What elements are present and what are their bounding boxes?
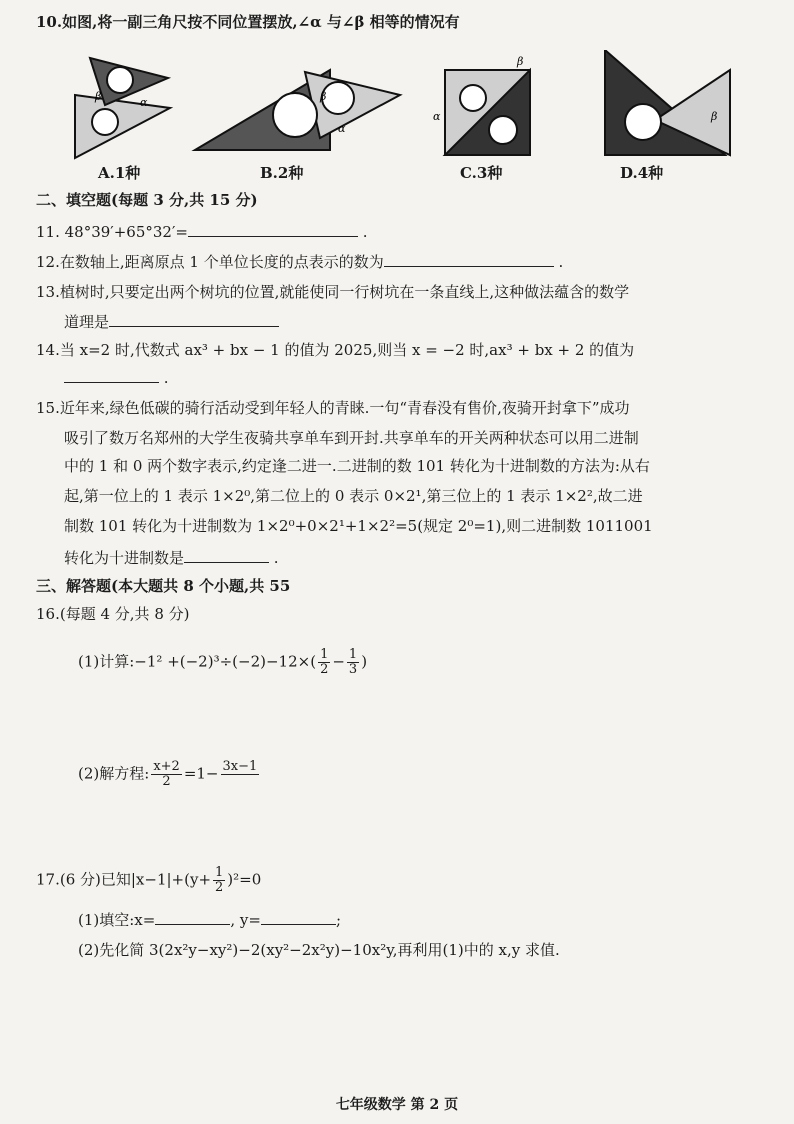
q14-line-2: . (64, 366, 169, 388)
figure-d (585, 50, 735, 160)
q17-p1-prefix: (1)填空:x= (78, 911, 156, 929)
q17-fraction: $\frac{1}{2}$ (215, 865, 224, 895)
q12: 12.在数轴上,距离原点 1 个单位长度的点表示的数为 . (36, 250, 563, 272)
q17-p1-end: ; (335, 911, 341, 929)
q10-stem: 10.如图,将一副三角尺按不同位置摆放,∠α 与∠β 相等的情况有 (36, 13, 460, 31)
option-a: A.1种 (98, 164, 141, 182)
q16-p2-fraction-2: 3x−1 (222, 759, 258, 774)
q17-title-suffix: )²=0 (227, 870, 262, 889)
q16-p1-suffix: ) (361, 652, 368, 671)
figure-b (190, 50, 405, 160)
q13-text-2: 道理是 (64, 313, 110, 331)
q13-line-1: 13.植树时,只要定出两个树坑的位置,就能使同一行树坑在一条直线上,这种做法蕴含的数学 (36, 283, 630, 301)
q16-title: 16.(每题 4 分,共 8 分) (36, 605, 190, 623)
alpha-label-a: α (140, 96, 148, 109)
q16-p1-fraction-1: $\frac{1}{2}$ (320, 647, 329, 677)
page-footer: 七年级数学 第 2 页 (335, 1097, 459, 1113)
q11-answer-blank[interactable] (188, 220, 358, 237)
q15-text-6: 转化为十进制数是 (64, 549, 185, 567)
alpha-label-c: α (433, 110, 441, 123)
q16-part-1 (78, 648, 367, 677)
q17-title-prefix: 17.(6 分)已知|x−1|+(y+ (36, 870, 212, 889)
q17-title (36, 866, 261, 895)
q16-p1-minus: − (332, 652, 345, 671)
q16-p1-prefix: (1)计算:−1² +(−2)³÷(−2)−12×( (78, 652, 317, 671)
beta-label-d: β (711, 110, 718, 123)
q14-line-1: 14.当 x=2 时,代数式 ax³ + bx − 1 的值为 2025,则当 x = −2 时,ax³ + bx + 2 的值为 (36, 341, 635, 359)
q13-answer-blank[interactable] (109, 310, 279, 327)
option-d: D.4种 (620, 164, 664, 182)
option-c: C.3种 (460, 164, 503, 182)
q11: 11. 48°39′+65°32′= . (36, 220, 367, 242)
q11-text: 11. 48°39′+65°32′= (36, 223, 188, 241)
q10-figures (60, 50, 740, 190)
q12-answer-blank[interactable] (384, 250, 554, 267)
section-2-heading: 二、填空题(每题 3 分,共 15 分) (36, 191, 258, 209)
q15-line-5: 制数 101 转化为十进制数为 1×2⁰+0×2¹+1×2²=5(规定 2⁰=1),则二进制数 1011001 (64, 517, 653, 535)
q15-line-4: 起,第一位上的 1 表示 1×2⁰,第二位上的 0 表示 0×2¹,第三位上的 1 表示 1×2²,故二进 (64, 487, 643, 505)
q15-line-3: 中的 1 和 0 两个数字表示,约定逢二进一.二进制的数 101 转化为十进制数的方法为:从右 (64, 457, 650, 475)
q17-part-1 (78, 908, 341, 930)
q16-p1-fraction-2: $\frac{1}{3}$ (348, 647, 358, 677)
q13-line-2 (64, 310, 279, 332)
alpha-label-b: α (338, 122, 346, 135)
figure-a (70, 50, 180, 160)
q17-x-blank[interactable] (155, 908, 230, 925)
option-b: B.2种 (260, 164, 304, 182)
q16-part-2 (78, 760, 261, 789)
q15-line-2: 吸引了数万名郑州的大学生夜骑共享单车到开封.共享单车的开关两种状态可以用二进制 (64, 429, 639, 447)
q17-p1-mid: , y= (230, 911, 261, 929)
q15-answer-blank[interactable] (184, 546, 269, 563)
beta-label-b: β (320, 90, 327, 103)
q16-p2-prefix: (2)解方程: (78, 764, 150, 783)
figure-c (425, 50, 535, 160)
q12-text: 12.在数轴上,距离原点 1 个单位长度的点表示的数为 (36, 253, 384, 271)
q15-line-6: 转化为十进制数是 . (64, 546, 279, 568)
beta-label-a: β (95, 90, 102, 103)
q16-p2-fraction-1: $\frac{x+2}{2}$ (153, 759, 180, 789)
q15-line-1: 15.近年来,绿色低碳的骑行活动受到年轻人的青睐.一句“青春没有售价,夜骑开封拿下”成功 (36, 399, 630, 417)
q17-part-2: (2)先化简 3(2x²y−xy²)−2(xy²−2x²y)−10x²y,再利用(1)中的 x,y 求值. (78, 941, 560, 959)
q16-p2-mid: =1− (183, 764, 219, 783)
q17-y-blank[interactable] (261, 908, 336, 925)
beta-label-c: β (517, 55, 524, 68)
q14-answer-blank[interactable] (64, 366, 159, 383)
section-3-heading: 三、解答题(本大题共 8 个小题,共 55 (36, 577, 291, 595)
